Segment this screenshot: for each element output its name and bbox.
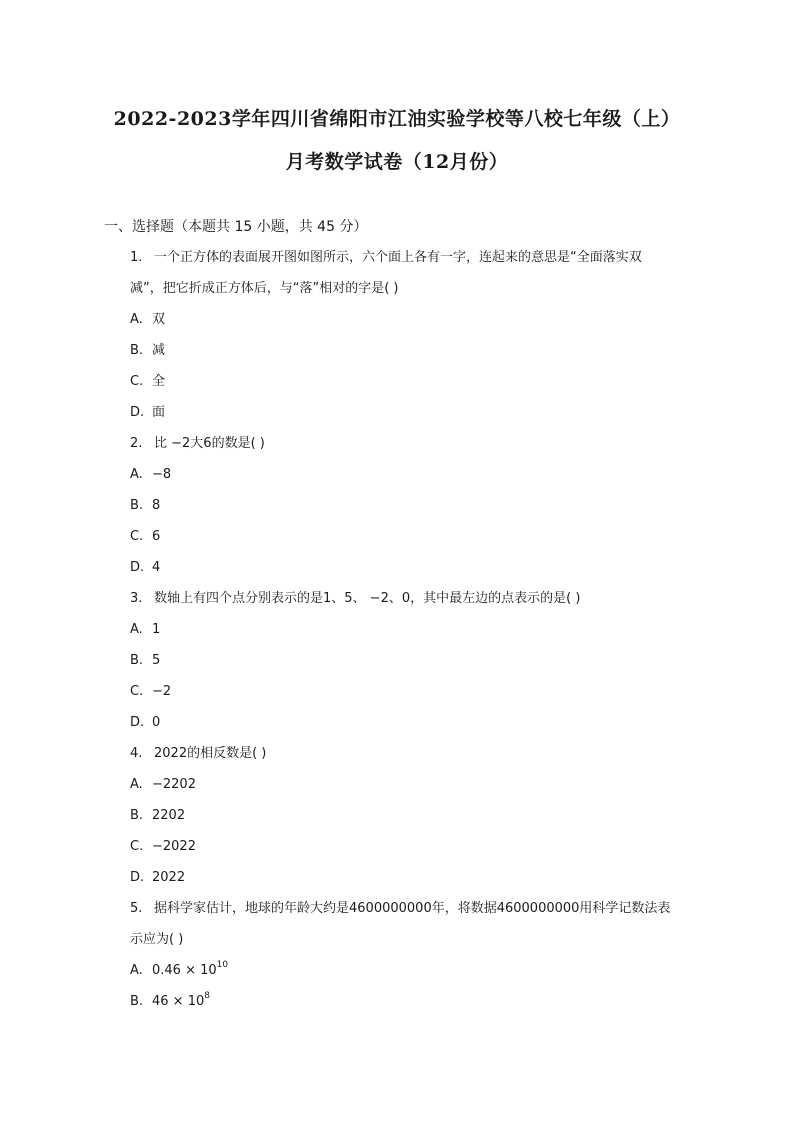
option-b xyxy=(130,986,690,1017)
option-expression xyxy=(152,986,210,1017)
exam-title-line-1: 2022-2023学年四川省绵阳市江油实验学校等八校七年级（上） xyxy=(113,108,681,130)
question-text: 比 −2大6的数是( ) xyxy=(154,436,265,451)
option-text: 全 xyxy=(152,374,166,389)
option-label: A. xyxy=(130,312,143,327)
option-d xyxy=(130,397,690,428)
option-c xyxy=(130,521,690,552)
option-label: C. xyxy=(130,374,144,389)
option-label: A. xyxy=(130,467,143,482)
option-text: 6 xyxy=(152,529,161,544)
option-text: −8 xyxy=(152,467,172,482)
option-label: D. xyxy=(130,870,145,885)
option-label: C. xyxy=(130,839,144,854)
question-list xyxy=(130,242,690,1017)
option-c xyxy=(130,831,690,862)
option-a xyxy=(130,955,690,986)
option-text: −2022 xyxy=(152,839,196,854)
expression-base: 0.46 × 10 xyxy=(152,963,217,978)
option-label: A. xyxy=(130,777,143,792)
option-label: C. xyxy=(130,529,144,544)
option-label: B. xyxy=(130,653,144,668)
option-text: 5 xyxy=(152,653,161,668)
option-d xyxy=(130,862,690,893)
option-text: 2022 xyxy=(152,870,186,885)
question-3-stem xyxy=(130,583,690,614)
expression-exponent: 8 xyxy=(204,990,210,1001)
option-b xyxy=(130,490,690,521)
option-text: 0 xyxy=(152,715,161,730)
option-text: 面 xyxy=(152,405,166,420)
question-text: 数轴上有四个点分别表示的是1、5、 −2、0，其中最左边的点表示的是( ) xyxy=(154,591,581,606)
question-number: 5. xyxy=(130,901,143,916)
question-number: 1. xyxy=(130,250,143,265)
question-text: 2022的相反数是( ) xyxy=(154,746,267,761)
section-heading: 一、选择题（本题共 15 小题，共 45 分） xyxy=(104,219,368,235)
question-1-stem-continued: 减”，把它折成正方体后，与“落”相对的字是( ) xyxy=(130,281,399,296)
option-label: D. xyxy=(130,560,145,575)
question-2-stem xyxy=(130,428,690,459)
option-d xyxy=(130,552,690,583)
expression-base: 46 × 10 xyxy=(152,994,205,1009)
option-d xyxy=(130,707,690,738)
question-5-stem xyxy=(130,893,690,924)
option-text: 2202 xyxy=(152,808,186,823)
exam-title-line-2: 月考数学试卷（12月份） xyxy=(285,151,509,173)
option-label: D. xyxy=(130,405,145,420)
option-a xyxy=(130,769,690,800)
option-text: 4 xyxy=(152,560,161,575)
question-number: 3. xyxy=(130,591,143,606)
question-text: 一个正方体的表面展开图如图所示，六个面上各有一字，连起来的意思是“全面落实双 xyxy=(154,250,642,265)
option-label: D. xyxy=(130,715,145,730)
question-text: 据科学家估计，地球的年龄大约是4600000000年，将数据4600000000用科学记数法表 xyxy=(154,901,671,916)
option-b xyxy=(130,645,690,676)
option-label: A. xyxy=(130,622,143,637)
option-a xyxy=(130,304,690,335)
option-c xyxy=(130,676,690,707)
option-text: −2 xyxy=(152,684,172,699)
option-label: B. xyxy=(130,498,144,513)
question-1-stem xyxy=(130,242,690,273)
option-a xyxy=(130,459,690,490)
option-label: B. xyxy=(130,343,144,358)
option-label: A. xyxy=(130,963,143,978)
option-text: 双 xyxy=(152,312,166,327)
option-text: 1 xyxy=(152,622,161,637)
question-number: 4. xyxy=(130,746,143,761)
option-a xyxy=(130,614,690,645)
option-label: B. xyxy=(130,808,144,823)
question-number: 2. xyxy=(130,436,143,451)
option-c xyxy=(130,366,690,397)
option-text: −2202 xyxy=(152,777,196,792)
option-expression xyxy=(152,955,228,986)
option-b xyxy=(130,335,690,366)
option-label: C. xyxy=(130,684,144,699)
option-b xyxy=(130,800,690,831)
option-text: 减 xyxy=(152,343,166,358)
option-label: B. xyxy=(130,994,144,1009)
question-4-stem xyxy=(130,738,690,769)
option-text: 8 xyxy=(152,498,161,513)
question-5-stem-continued: 示应为( ) xyxy=(130,932,184,947)
expression-exponent: 10 xyxy=(216,959,229,970)
